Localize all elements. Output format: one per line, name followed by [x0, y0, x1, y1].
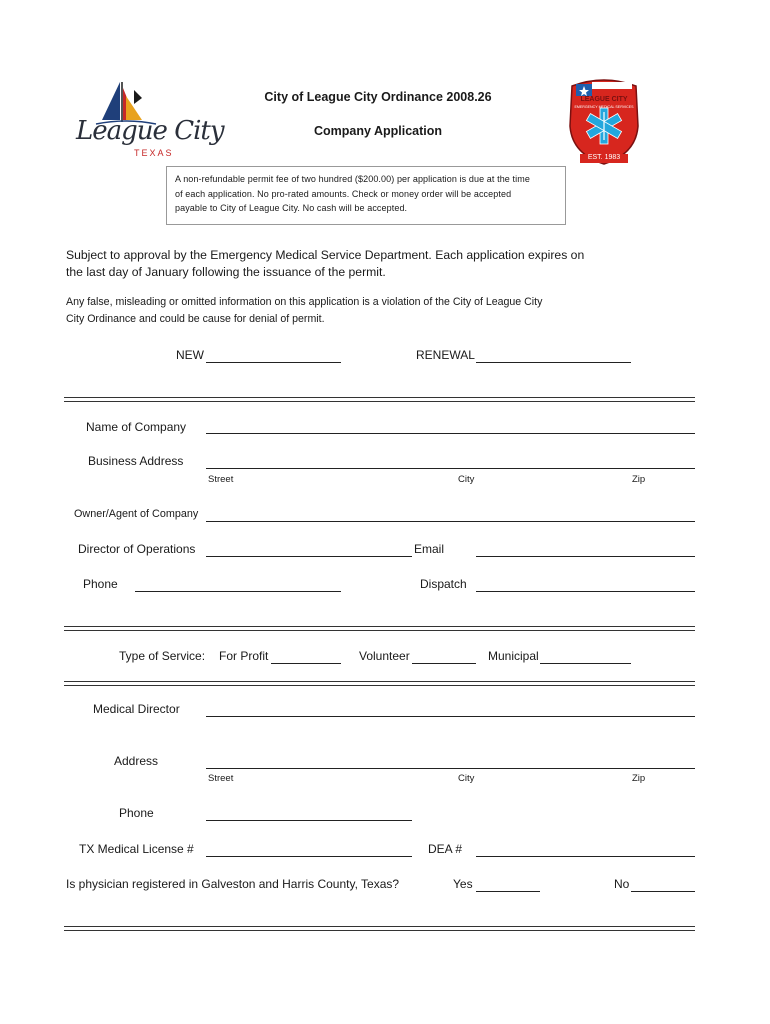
renewal-field[interactable] [476, 362, 631, 363]
medical-address-field[interactable] [206, 768, 695, 769]
municipal-label: Municipal [488, 649, 539, 663]
phone-label: Phone [83, 577, 118, 591]
section-divider [64, 626, 695, 631]
volunteer-label: Volunteer [359, 649, 410, 663]
zip-caption: Zip [632, 474, 646, 485]
no-field[interactable] [631, 891, 695, 892]
owner-agent-label: Owner/Agent of Company [74, 508, 199, 520]
street-caption: Street [208, 773, 234, 784]
zip-caption: Zip [632, 773, 646, 784]
company-name-field[interactable] [206, 433, 695, 434]
registration-question: Is physician registered in Galveston and Harris County, Texas? [66, 877, 400, 891]
dea-field[interactable] [476, 856, 695, 857]
medical-address-label: Address [114, 754, 159, 768]
notice-line: payable to City of League City. No cash will be accepted. [175, 203, 408, 213]
business-address-field[interactable] [206, 468, 695, 469]
section-divider [64, 926, 695, 931]
director-operations-label: Director of Operations [78, 542, 196, 556]
intro-line: Subject to approval by the Emergency Medical Service Department. Each application expires on [66, 248, 585, 262]
warning-line: Any false, misleading or omitted information on this application is a violation of the City of League City [66, 296, 543, 308]
no-label: No [614, 877, 630, 891]
street-caption: Street [208, 474, 234, 485]
notice-line: A non-refundable permit fee of two hundred ($200.00) per application is due at the time [175, 174, 530, 184]
logo-text: League City [76, 116, 224, 146]
warning-line: City Ordinance and could be cause for denial of permit. [66, 313, 325, 325]
fee-notice-box [166, 166, 566, 225]
section-divider [64, 681, 695, 686]
medical-director-label: Medical Director [93, 702, 180, 716]
city-caption: City [458, 474, 475, 485]
medical-phone-label: Phone [119, 806, 154, 820]
new-field[interactable] [206, 362, 341, 363]
page-title: City of League City Ordinance 2008.26 [264, 90, 492, 104]
intro-paragraph [66, 247, 584, 281]
page-subtitle: Company Application [313, 124, 442, 138]
company-name-label: Name of Company [86, 420, 187, 434]
service-type-label: Type of Service: [119, 649, 206, 663]
notice-line: of each application. No pro-rated amounts. Check or money order will be accepted [175, 188, 512, 199]
ems-shield-icon [566, 76, 642, 166]
logo-subtext: TEXAS [134, 148, 174, 158]
email-field[interactable] [476, 556, 695, 557]
business-address-label: Business Address [88, 454, 184, 468]
owner-agent-field[interactable] [206, 521, 695, 522]
section-divider [64, 397, 695, 402]
phone-field[interactable] [135, 591, 341, 592]
badge-est-text: EST. 1983 [587, 154, 621, 161]
new-label: NEW [176, 348, 204, 362]
city-caption: City [458, 773, 475, 784]
dispatch-field[interactable] [476, 591, 695, 592]
for-profit-field[interactable] [271, 663, 341, 664]
league-city-logo [76, 80, 224, 162]
ems-badge [566, 76, 642, 166]
warning-paragraph [66, 294, 542, 328]
intro-line: the last day of January following the issuance of the permit. [66, 265, 386, 279]
dispatch-label: Dispatch [420, 577, 467, 591]
for-profit-label: For Profit [219, 649, 269, 663]
director-operations-field[interactable] [206, 556, 412, 557]
volunteer-field[interactable] [412, 663, 476, 664]
yes-field[interactable] [476, 891, 540, 892]
yes-label: Yes [453, 877, 473, 891]
medical-license-field[interactable] [206, 856, 412, 857]
medical-phone-field[interactable] [206, 820, 412, 821]
email-label: Email [414, 542, 445, 556]
renewal-label: RENEWAL [416, 348, 475, 362]
medical-director-field[interactable] [206, 716, 695, 717]
badge-arc-text: EMERGENCY MEDICAL SERVICES [574, 105, 634, 109]
municipal-field[interactable] [540, 663, 631, 664]
badge-top-text: LEAGUE CITY [580, 96, 628, 103]
medical-license-label: TX Medical License # [79, 842, 194, 856]
dea-label: DEA # [428, 842, 463, 856]
